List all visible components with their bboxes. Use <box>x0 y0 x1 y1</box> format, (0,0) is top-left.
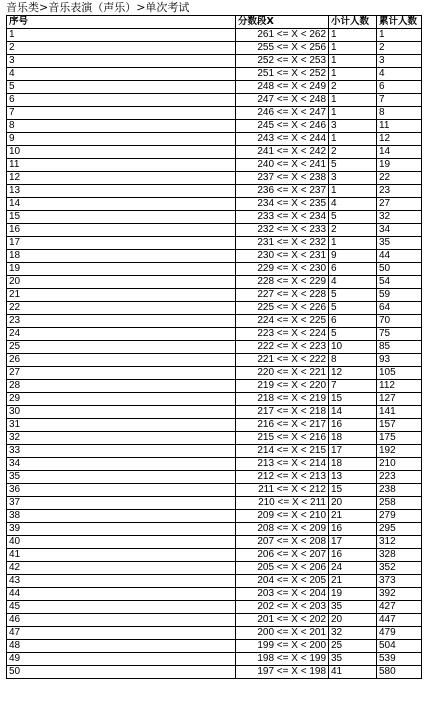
page-title: 音乐类>音乐表演（声乐）>单次考试 <box>6 1 190 14</box>
cell-cumulative: 112 <box>377 380 422 393</box>
cell-score-range: 197 <= X < 198 <box>236 666 329 679</box>
cell-index: 19 <box>7 263 236 276</box>
cell-score-range: 206 <= X < 207 <box>236 549 329 562</box>
cell-index: 26 <box>7 354 236 367</box>
table-row <box>7 224 422 237</box>
cell-cumulative: 427 <box>377 601 422 614</box>
cell-index: 38 <box>7 510 236 523</box>
cell-cumulative: 19 <box>377 159 422 172</box>
table-row <box>7 302 422 315</box>
cell-index: 5 <box>7 81 236 94</box>
cell-subtotal: 1 <box>329 185 377 198</box>
cell-cumulative: 3 <box>377 55 422 68</box>
cell-subtotal: 9 <box>329 250 377 263</box>
table-row <box>7 120 422 133</box>
cell-subtotal: 6 <box>329 315 377 328</box>
cell-score-range: 208 <= X < 209 <box>236 523 329 536</box>
cell-cumulative: 392 <box>377 588 422 601</box>
cell-subtotal: 32 <box>329 627 377 640</box>
cell-cumulative: 7 <box>377 94 422 107</box>
cell-score-range: 209 <= X < 210 <box>236 510 329 523</box>
cell-cumulative: 93 <box>377 354 422 367</box>
cell-cumulative: 85 <box>377 341 422 354</box>
cell-score-range: 202 <= X < 203 <box>236 601 329 614</box>
cell-subtotal: 6 <box>329 263 377 276</box>
cell-score-range: 245 <= X < 246 <box>236 120 329 133</box>
cell-score-range: 252 <= X < 253 <box>236 55 329 68</box>
cell-cumulative: 22 <box>377 172 422 185</box>
score-distribution-table <box>6 15 422 679</box>
cell-subtotal: 35 <box>329 601 377 614</box>
table-row <box>7 627 422 640</box>
table-row <box>7 289 422 302</box>
cell-subtotal: 21 <box>329 510 377 523</box>
cell-score-range: 247 <= X < 248 <box>236 94 329 107</box>
cell-index: 2 <box>7 42 236 55</box>
cell-subtotal: 35 <box>329 653 377 666</box>
table-row <box>7 341 422 354</box>
cell-score-range: 229 <= X < 230 <box>236 263 329 276</box>
cell-subtotal: 1 <box>329 42 377 55</box>
cell-index: 48 <box>7 640 236 653</box>
cell-cumulative: 50 <box>377 263 422 276</box>
table-row <box>7 510 422 523</box>
cell-subtotal: 16 <box>329 523 377 536</box>
cell-cumulative: 75 <box>377 328 422 341</box>
cell-subtotal: 19 <box>329 588 377 601</box>
cell-subtotal: 4 <box>329 198 377 211</box>
header-subtotal: 小计人数 <box>329 16 377 29</box>
table-row <box>7 614 422 627</box>
cell-cumulative: 27 <box>377 198 422 211</box>
table-row <box>7 107 422 120</box>
cell-cumulative: 64 <box>377 302 422 315</box>
table-row <box>7 172 422 185</box>
table-row <box>7 445 422 458</box>
cell-subtotal: 1 <box>329 133 377 146</box>
cell-subtotal: 20 <box>329 497 377 510</box>
cell-cumulative: 295 <box>377 523 422 536</box>
cell-subtotal: 2 <box>329 146 377 159</box>
table-row <box>7 484 422 497</box>
cell-index: 12 <box>7 172 236 185</box>
cell-index: 3 <box>7 55 236 68</box>
cell-cumulative: 44 <box>377 250 422 263</box>
cell-index: 25 <box>7 341 236 354</box>
table-row <box>7 419 422 432</box>
table-row <box>7 68 422 81</box>
cell-score-range: 225 <= X < 226 <box>236 302 329 315</box>
cell-cumulative: 70 <box>377 315 422 328</box>
cell-index: 45 <box>7 601 236 614</box>
table-row <box>7 133 422 146</box>
cell-index: 36 <box>7 484 236 497</box>
cell-subtotal: 5 <box>329 302 377 315</box>
cell-score-range: 211 <= X < 212 <box>236 484 329 497</box>
cell-score-range: 207 <= X < 208 <box>236 536 329 549</box>
cell-index: 46 <box>7 614 236 627</box>
cell-cumulative: 6 <box>377 81 422 94</box>
cell-cumulative: 59 <box>377 289 422 302</box>
table-row <box>7 432 422 445</box>
cell-index: 6 <box>7 94 236 107</box>
table-row <box>7 549 422 562</box>
cell-index: 21 <box>7 289 236 302</box>
cell-index: 11 <box>7 159 236 172</box>
cell-score-range: 219 <= X < 220 <box>236 380 329 393</box>
cell-cumulative: 34 <box>377 224 422 237</box>
cell-score-range: 203 <= X < 204 <box>236 588 329 601</box>
cell-score-range: 236 <= X < 237 <box>236 185 329 198</box>
cell-score-range: 246 <= X < 247 <box>236 107 329 120</box>
cell-score-range: 213 <= X < 214 <box>236 458 329 471</box>
cell-index: 34 <box>7 458 236 471</box>
table-row <box>7 406 422 419</box>
table-row <box>7 237 422 250</box>
cell-cumulative: 580 <box>377 666 422 679</box>
cell-score-range: 240 <= X < 241 <box>236 159 329 172</box>
cell-subtotal: 18 <box>329 458 377 471</box>
cell-cumulative: 223 <box>377 471 422 484</box>
cell-index: 1 <box>7 29 236 42</box>
cell-subtotal: 3 <box>329 172 377 185</box>
cell-index: 47 <box>7 627 236 640</box>
cell-index: 22 <box>7 302 236 315</box>
cell-index: 10 <box>7 146 236 159</box>
cell-index: 28 <box>7 380 236 393</box>
cell-cumulative: 192 <box>377 445 422 458</box>
cell-subtotal: 4 <box>329 276 377 289</box>
table-row <box>7 523 422 536</box>
table-row <box>7 55 422 68</box>
cell-subtotal: 5 <box>329 289 377 302</box>
cell-subtotal: 17 <box>329 445 377 458</box>
cell-subtotal: 24 <box>329 562 377 575</box>
cell-cumulative: 539 <box>377 653 422 666</box>
cell-subtotal: 12 <box>329 367 377 380</box>
cell-score-range: 199 <= X < 200 <box>236 640 329 653</box>
table-row <box>7 146 422 159</box>
cell-subtotal: 1 <box>329 68 377 81</box>
cell-subtotal: 1 <box>329 237 377 250</box>
table-row <box>7 666 422 679</box>
cell-score-range: 224 <= X < 225 <box>236 315 329 328</box>
table-row <box>7 276 422 289</box>
cell-subtotal: 10 <box>329 341 377 354</box>
cell-index: 9 <box>7 133 236 146</box>
table-row <box>7 653 422 666</box>
cell-cumulative: 157 <box>377 419 422 432</box>
cell-index: 16 <box>7 224 236 237</box>
table-row <box>7 367 422 380</box>
table-row <box>7 536 422 549</box>
cell-index: 31 <box>7 419 236 432</box>
table-row <box>7 94 422 107</box>
cell-index: 15 <box>7 211 236 224</box>
cell-cumulative: 479 <box>377 627 422 640</box>
cell-score-range: 216 <= X < 217 <box>236 419 329 432</box>
table-row <box>7 250 422 263</box>
cell-score-range: 217 <= X < 218 <box>236 406 329 419</box>
cell-cumulative: 258 <box>377 497 422 510</box>
table-row <box>7 601 422 614</box>
cell-score-range: 212 <= X < 213 <box>236 471 329 484</box>
cell-subtotal: 21 <box>329 575 377 588</box>
cell-score-range: 221 <= X < 222 <box>236 354 329 367</box>
cell-index: 50 <box>7 666 236 679</box>
cell-score-range: 215 <= X < 216 <box>236 432 329 445</box>
cell-index: 20 <box>7 276 236 289</box>
cell-subtotal: 16 <box>329 549 377 562</box>
cell-subtotal: 13 <box>329 471 377 484</box>
cell-index: 17 <box>7 237 236 250</box>
cell-score-range: 241 <= X < 242 <box>236 146 329 159</box>
cell-subtotal: 15 <box>329 393 377 406</box>
table-row <box>7 198 422 211</box>
cell-cumulative: 279 <box>377 510 422 523</box>
cell-cumulative: 127 <box>377 393 422 406</box>
cell-cumulative: 447 <box>377 614 422 627</box>
cell-subtotal: 41 <box>329 666 377 679</box>
cell-subtotal: 14 <box>329 406 377 419</box>
cell-score-range: 201 <= X < 202 <box>236 614 329 627</box>
table-row <box>7 29 422 42</box>
cell-score-range: 231 <= X < 232 <box>236 237 329 250</box>
cell-score-range: 204 <= X < 205 <box>236 575 329 588</box>
table-row <box>7 354 422 367</box>
cell-subtotal: 1 <box>329 55 377 68</box>
table-row <box>7 562 422 575</box>
cell-cumulative: 105 <box>377 367 422 380</box>
cell-subtotal: 16 <box>329 419 377 432</box>
cell-subtotal: 5 <box>329 159 377 172</box>
cell-index: 7 <box>7 107 236 120</box>
cell-cumulative: 8 <box>377 107 422 120</box>
header-score-range: 分数段X <box>236 16 329 29</box>
cell-subtotal: 1 <box>329 29 377 42</box>
cell-index: 41 <box>7 549 236 562</box>
cell-score-range: 243 <= X < 244 <box>236 133 329 146</box>
cell-score-range: 237 <= X < 238 <box>236 172 329 185</box>
table-row <box>7 640 422 653</box>
cell-cumulative: 14 <box>377 146 422 159</box>
cell-cumulative: 12 <box>377 133 422 146</box>
cell-subtotal: 17 <box>329 536 377 549</box>
cell-subtotal: 3 <box>329 120 377 133</box>
table-row <box>7 575 422 588</box>
cell-cumulative: 4 <box>377 68 422 81</box>
cell-score-range: 255 <= X < 256 <box>236 42 329 55</box>
cell-score-range: 234 <= X < 235 <box>236 198 329 211</box>
cell-index: 44 <box>7 588 236 601</box>
cell-score-range: 261 <= X < 262 <box>236 29 329 42</box>
cell-index: 24 <box>7 328 236 341</box>
cell-cumulative: 175 <box>377 432 422 445</box>
cell-subtotal: 18 <box>329 432 377 445</box>
cell-index: 42 <box>7 562 236 575</box>
cell-score-range: 210 <= X < 211 <box>236 497 329 510</box>
cell-index: 4 <box>7 68 236 81</box>
table-row <box>7 81 422 94</box>
cell-cumulative: 352 <box>377 562 422 575</box>
cell-score-range: 232 <= X < 233 <box>236 224 329 237</box>
table-row <box>7 159 422 172</box>
table-row <box>7 328 422 341</box>
cell-subtotal: 15 <box>329 484 377 497</box>
table-header-row <box>7 16 422 29</box>
cell-subtotal: 1 <box>329 94 377 107</box>
header-index: 序号 <box>7 16 236 29</box>
cell-index: 18 <box>7 250 236 263</box>
cell-score-range: 233 <= X < 234 <box>236 211 329 224</box>
cell-cumulative: 2 <box>377 42 422 55</box>
cell-cumulative: 210 <box>377 458 422 471</box>
cell-score-range: 218 <= X < 219 <box>236 393 329 406</box>
table-row <box>7 263 422 276</box>
cell-cumulative: 141 <box>377 406 422 419</box>
cell-index: 14 <box>7 198 236 211</box>
cell-score-range: 227 <= X < 228 <box>236 289 329 302</box>
cell-cumulative: 35 <box>377 237 422 250</box>
cell-subtotal: 2 <box>329 224 377 237</box>
cell-score-range: 220 <= X < 221 <box>236 367 329 380</box>
cell-cumulative: 328 <box>377 549 422 562</box>
cell-index: 35 <box>7 471 236 484</box>
table-row <box>7 393 422 406</box>
cell-score-range: 230 <= X < 231 <box>236 250 329 263</box>
cell-score-range: 228 <= X < 229 <box>236 276 329 289</box>
table-row <box>7 315 422 328</box>
table-row <box>7 211 422 224</box>
cell-index: 33 <box>7 445 236 458</box>
cell-score-range: 198 <= X < 199 <box>236 653 329 666</box>
cell-cumulative: 23 <box>377 185 422 198</box>
cell-index: 39 <box>7 523 236 536</box>
cell-cumulative: 312 <box>377 536 422 549</box>
cell-index: 29 <box>7 393 236 406</box>
cell-score-range: 214 <= X < 215 <box>236 445 329 458</box>
cell-subtotal: 5 <box>329 328 377 341</box>
table-row <box>7 380 422 393</box>
table-row <box>7 185 422 198</box>
cell-subtotal: 5 <box>329 211 377 224</box>
cell-score-range: 223 <= X < 224 <box>236 328 329 341</box>
table-body <box>7 29 422 679</box>
cell-cumulative: 1 <box>377 29 422 42</box>
cell-index: 43 <box>7 575 236 588</box>
table-row <box>7 497 422 510</box>
cell-index: 30 <box>7 406 236 419</box>
cell-index: 49 <box>7 653 236 666</box>
cell-index: 27 <box>7 367 236 380</box>
table-row <box>7 458 422 471</box>
cell-index: 13 <box>7 185 236 198</box>
cell-cumulative: 11 <box>377 120 422 133</box>
table-row <box>7 42 422 55</box>
cell-index: 37 <box>7 497 236 510</box>
cell-cumulative: 504 <box>377 640 422 653</box>
cell-subtotal: 25 <box>329 640 377 653</box>
table-row <box>7 588 422 601</box>
cell-score-range: 200 <= X < 201 <box>236 627 329 640</box>
cell-cumulative: 54 <box>377 276 422 289</box>
table-row <box>7 471 422 484</box>
cell-index: 32 <box>7 432 236 445</box>
cell-subtotal: 20 <box>329 614 377 627</box>
cell-index: 8 <box>7 120 236 133</box>
cell-cumulative: 32 <box>377 211 422 224</box>
cell-cumulative: 373 <box>377 575 422 588</box>
cell-index: 23 <box>7 315 236 328</box>
cell-subtotal: 1 <box>329 107 377 120</box>
header-cumulative: 累计人数 <box>377 16 422 29</box>
cell-subtotal: 8 <box>329 354 377 367</box>
cell-cumulative: 238 <box>377 484 422 497</box>
cell-score-range: 248 <= X < 249 <box>236 81 329 94</box>
cell-score-range: 205 <= X < 206 <box>236 562 329 575</box>
cell-index: 40 <box>7 536 236 549</box>
cell-subtotal: 2 <box>329 81 377 94</box>
cell-subtotal: 7 <box>329 380 377 393</box>
cell-score-range: 222 <= X < 223 <box>236 341 329 354</box>
cell-score-range: 251 <= X < 252 <box>236 68 329 81</box>
